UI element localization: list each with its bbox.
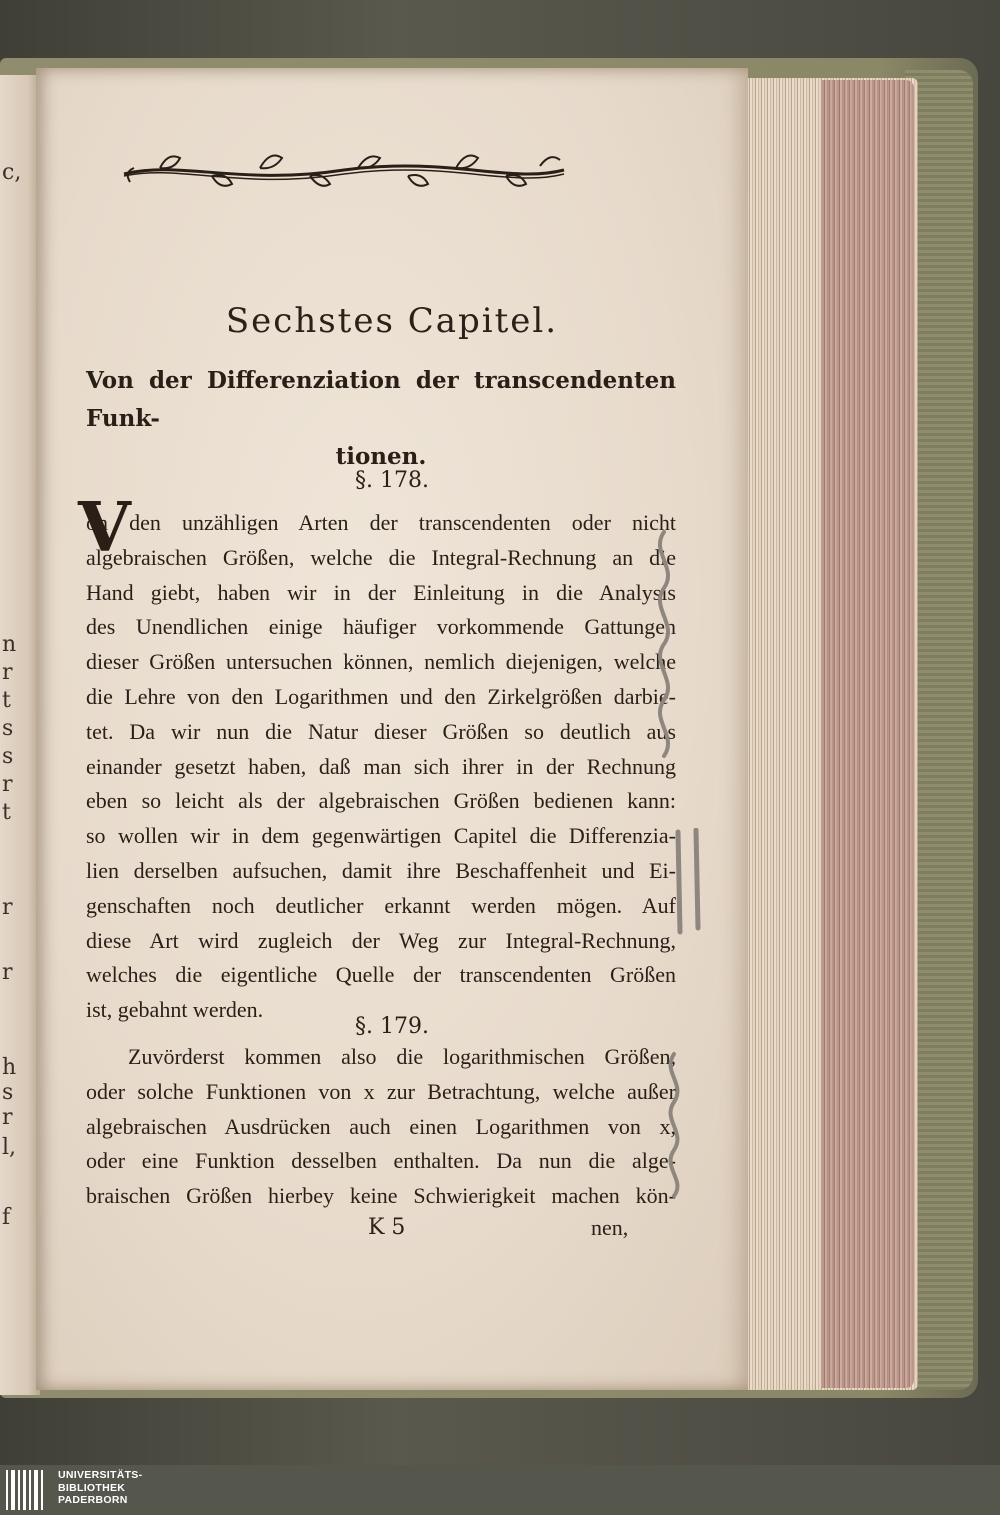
text-line: oder eine Funktion desselben enthalten. Da nun die alge-	[86, 1148, 676, 1174]
drop-capital: V	[78, 488, 131, 568]
left-page-fragment: t	[2, 688, 11, 713]
red-edge-stain	[822, 80, 914, 1388]
paragraph-179	[86, 1040, 676, 1214]
left-page-fragment: r	[2, 960, 13, 985]
text-line: algebraischen Größen, welche die Integral-Rechnung an die	[86, 544, 676, 570]
library-name-line-1: UNIVERSITÄTS-	[58, 1469, 143, 1481]
library-name-line-3: PADERBORN	[58, 1494, 128, 1506]
left-page-fragment: c,	[2, 160, 22, 185]
chapter-subtitle	[86, 362, 676, 476]
pencil-marginal-mark	[642, 528, 686, 768]
section-heading-178: §. 178.	[355, 468, 429, 493]
text-line: braischen Größen hierbey keine Schwierigkeit machen kön-	[86, 1183, 676, 1209]
text-line: lien derselben aufsuchen, damit ihre Beschaffenheit und Ei-	[86, 857, 676, 883]
left-page-fragment: t	[2, 800, 11, 825]
text-line: einander gesetzt haben, daß man sich ihrer in der Rechnung	[86, 753, 676, 779]
left-page-fragment: s	[2, 1080, 14, 1105]
library-footer	[0, 1465, 1000, 1515]
subtitle-line-2: tionen.	[335, 443, 427, 470]
text-line: algebraischen Ausdrücken auch einen Logarithmen von x,	[86, 1113, 676, 1139]
library-name-line-2: BIBLIOTHEK	[58, 1481, 126, 1494]
left-page-fragment: r	[2, 895, 13, 920]
text-line: on den unzähligen Arten der transcendenten oder nicht	[86, 510, 676, 535]
paragraph-178	[78, 488, 676, 1028]
pencil-marginal-mark-2	[654, 1050, 694, 1200]
left-page-fragment: n	[2, 632, 17, 657]
text-line: oder solche Funktionen von x zur Betrachtung, welche außer	[86, 1078, 676, 1104]
library-logo-text	[58, 1469, 142, 1507]
subtitle-line-1: Von der Differenziation der transcendenten Funk-	[86, 367, 676, 432]
left-page-fragment: s	[2, 744, 14, 769]
left-page-fragment: r	[2, 1105, 13, 1130]
left-page-fragment: f	[2, 1205, 11, 1230]
section-heading-179: §. 179.	[355, 1014, 429, 1039]
text-line: dieser Größen untersuchen können, nemlich diejenigen, welche	[86, 649, 676, 675]
text-line: die Lehre von den Logarithmen und den Zirkelgrößen darbie-	[86, 683, 676, 709]
catchword: nen,	[591, 1215, 629, 1240]
floral-ornament	[120, 146, 568, 194]
text-line: tet. Da wir nun die Natur dieser Größen so deutlich aus	[86, 718, 676, 744]
left-page-fragment: h	[2, 1055, 17, 1080]
left-page-fragment: s	[2, 716, 14, 741]
left-page-fragment: r	[2, 772, 13, 797]
text-line: des Unendlichen einige häufiger vorkommende Gattungen	[86, 614, 676, 640]
left-page-edge	[0, 75, 40, 1395]
left-page-fragment: r	[2, 660, 13, 685]
text-line: so wollen wir in dem gegenwärtigen Capitel die Differenzia-	[86, 823, 676, 849]
pencil-double-line	[668, 828, 708, 938]
text-line: genschaften noch deutlicher erkannt werden mögen. Auf	[86, 892, 676, 918]
left-page-fragment: l,	[2, 1135, 17, 1160]
text-line: eben so leicht als der algebraischen Größen bedienen kann:	[86, 788, 676, 814]
signature-mark: K 5	[368, 1215, 406, 1240]
text-line: diese Art wird zugleich der Weg zur Integral-Rechnung,	[86, 927, 676, 953]
text-line: Hand giebt, haben wir in der Einleitung in die Analysis	[86, 579, 676, 605]
library-logo-icon	[6, 1470, 46, 1510]
right-page	[36, 68, 748, 1390]
text-line: Zuvörderst kommen also die logarithmischen Größen,	[128, 1044, 676, 1069]
chapter-title: Sechstes Capitel.	[225, 301, 559, 341]
text-line: ist, gebahnt werden.	[86, 997, 264, 1023]
text-line: welches die eigentliche Quelle der transcendenten Größen	[86, 962, 676, 988]
